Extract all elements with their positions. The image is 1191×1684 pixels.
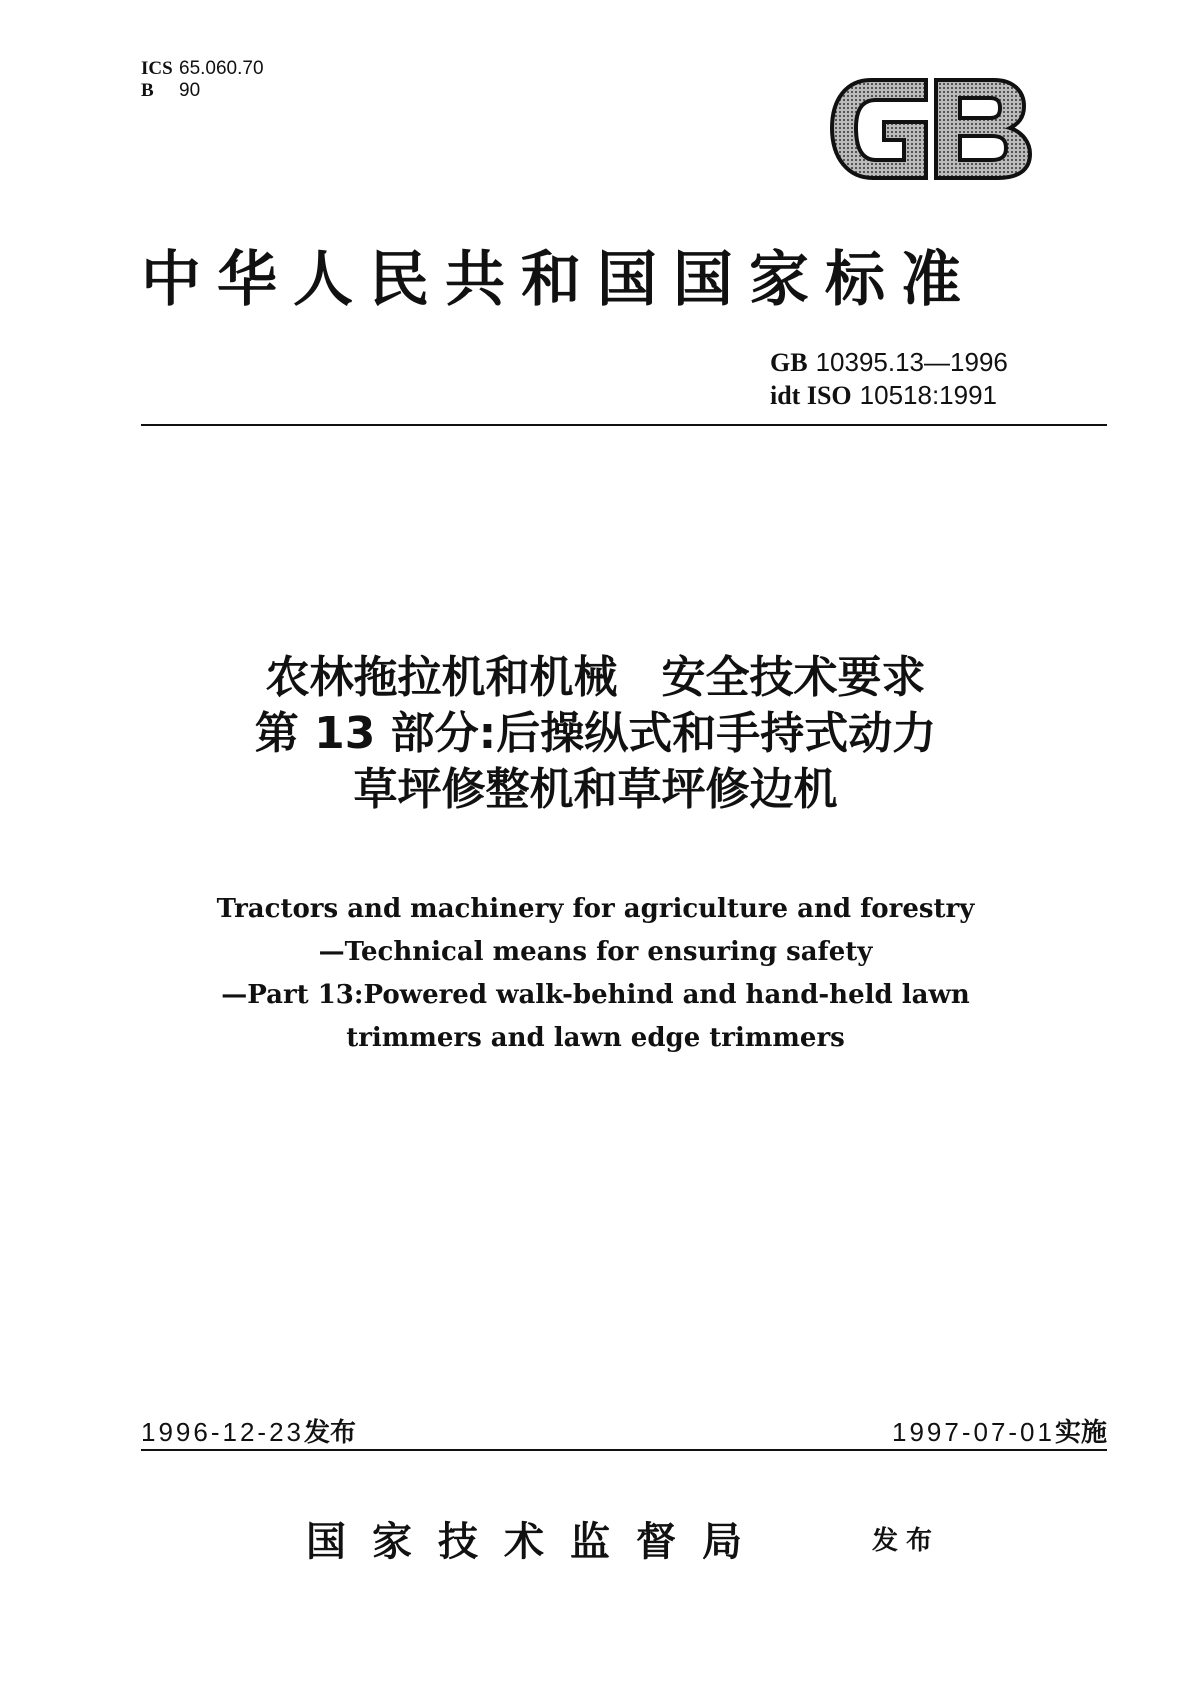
gb-number-row bbox=[770, 346, 1008, 379]
ics-label: ICS bbox=[141, 58, 173, 79]
implementation-date bbox=[864, 1412, 1107, 1449]
national-standard-heading: 中华人民共和国国家标准 bbox=[141, 245, 977, 315]
title-cn-line-2: 第 13 部分:后操纵式和手持式动力 bbox=[254, 708, 937, 759]
ics-row bbox=[141, 58, 264, 80]
title-en-line-2: —Technical means for ensuring safety bbox=[318, 937, 873, 967]
implementation-date-value: 1997-07-01 bbox=[891, 1417, 1055, 1447]
title-cn-line-3: 草坪修整机和草坪修边机 bbox=[353, 764, 838, 815]
issuing-authority: 国家技术监督局 bbox=[306, 1518, 768, 1565]
title-en-line-1: Tractors and machinery for agriculture and forestry bbox=[216, 894, 975, 924]
standard-numbers bbox=[770, 346, 1008, 412]
implementation-date-suffix: 实施 bbox=[1054, 1418, 1107, 1448]
issuing-authority-suffix: 发布 bbox=[872, 1526, 941, 1556]
title-cn-line-1: 农林拖拉机和机械 安全技术要求 bbox=[265, 652, 926, 703]
issue-date-value: 1996-12-23 bbox=[141, 1417, 304, 1447]
issue-date-suffix: 发布 bbox=[304, 1418, 357, 1448]
idt-label: idt ISO bbox=[770, 381, 852, 410]
title-chinese bbox=[0, 650, 1191, 818]
gb-label: GB bbox=[770, 348, 808, 377]
issue-date bbox=[141, 1412, 356, 1449]
top-divider bbox=[141, 424, 1107, 426]
iso-number: 10518:1991 bbox=[859, 380, 998, 410]
title-en-line-3: —Part 13:Powered walk-behind and hand-held lawn bbox=[221, 980, 970, 1010]
ccs-value: 90 bbox=[179, 80, 201, 101]
title-english bbox=[0, 888, 1191, 1060]
ccs-row bbox=[141, 80, 264, 102]
bottom-divider bbox=[141, 1449, 1107, 1451]
ccs-label: B bbox=[141, 80, 154, 101]
gb-number: 10395.13—1996 bbox=[815, 347, 1008, 377]
idt-number-row bbox=[770, 379, 1008, 412]
title-en-line-4: trimmers and lawn edge trimmers bbox=[346, 1023, 845, 1053]
ics-value: 65.060.70 bbox=[179, 58, 264, 79]
classification-codes bbox=[141, 58, 264, 102]
gb-logo bbox=[826, 70, 1036, 188]
